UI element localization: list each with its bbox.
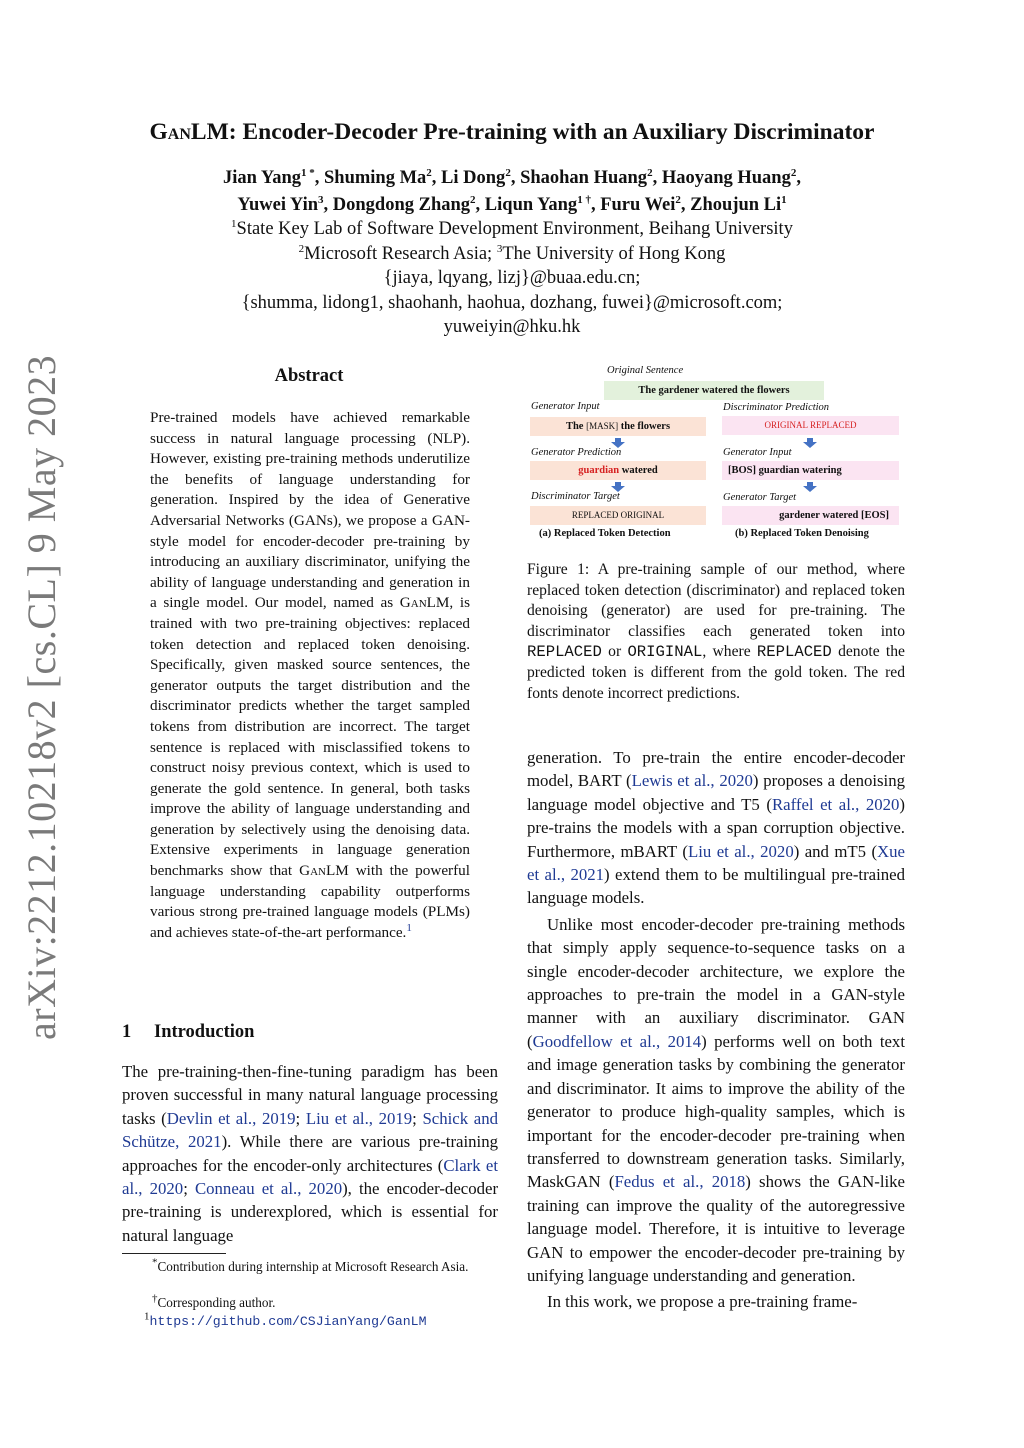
citation-link[interactable]: Conneau et al., bbox=[194, 1179, 302, 1199]
original-sentence-label: Original Sentence bbox=[607, 365, 684, 376]
citation-link[interactable]: Liu et al., bbox=[305, 1108, 373, 1128]
citation-year-link[interactable]: 2021 bbox=[188, 1132, 222, 1152]
author-line-1: Jian Yang$^{1 *}$, Shuming Ma$^2$, Li Dong$^2$, Shaohan Huang$^2$, Haoyang Huang$^2$, bbox=[223, 166, 801, 188]
footnote-3: $^1$https://github.com/CSJianYang/GanLM bbox=[144, 1310, 427, 1329]
original-sentence-box: The gardener watered the flowers bbox=[604, 381, 824, 400]
citation-year-link[interactable]: 2014 bbox=[667, 1031, 702, 1051]
generator-input-2-box: [BOS] guardian watering bbox=[722, 461, 899, 480]
discriminator-target-box: REPLACED ORIGINAL bbox=[530, 506, 706, 525]
citation-year-link[interactable]: 2019 bbox=[378, 1108, 413, 1128]
introduction-paragraph: The pre-training-then-fine-tuning paradigm has been proven successful in many natural language processing tasks (Devlin et al., 2019; Liu et al., 2019; Schick and Schütze, 2021). While there are various pre-training approaches for the encoder-only architectures (Clark et al., 2020; Conneau et al., 2020), the encoder-decoder pre-training is underexplored, which is essential for natural language bbox=[122, 1062, 499, 1245]
paragraph: In this work, we propose a pre-training frame- bbox=[547, 1292, 858, 1312]
right-column-text bbox=[527, 746, 905, 1314]
citation-year-link[interactable]: 2020 bbox=[865, 794, 900, 814]
github-link[interactable]: https://github.com/CSJianYang/GanLM bbox=[149, 1314, 427, 1329]
email-1: {jiaya, lqyang, lizj}@buaa.edu.cn; bbox=[383, 268, 641, 288]
paragraph: Unlike most encoder-decoder pre-training methods that simply apply sequence-to-sequence tasks on a single encoder-decoder architecture, we explore the approaches to pre-train the model in a GAN-style manner with an auxiliary discriminator. GAN (Goodfellow et al., 2014) performs well on both text and image generation tasks by combining the generator and discriminator. It aims to improve the ability of the generator to produce high-quality samples, which is important for the encoder-decoder pre-training when transferred to downstream generation tasks. Similarly, MaskGAN (Fedus et al., 2018) shows the GAN-like training can improve the quality of the autoregressive language model. Therefore, it is intuitive to leverage GAN to empower the encoder-decoder pre-training by unifying language understanding and generation. bbox=[527, 914, 905, 1285]
figure-1-caption: Figure 1: A pre-training sample of our method, where replaced token detection (discriminator) and replaced token denoising (generator) are used for pre-training. The discriminator classifies each generated token into REPLACED or ORIGINAL, where REPLACED denote the predicted token is different from the gold token. The red fonts denote incorrect predictions. bbox=[527, 561, 905, 702]
affiliation-2-3: $^2$Microsoft Research Asia; $^3$The University of Hong Kong bbox=[298, 242, 726, 264]
email-2: {shumma, lidong1, shaohanh, haohua, dozhang, fuwei}@microsoft.com; bbox=[241, 292, 783, 313]
subfigure-b-caption: (b) Replaced Token Denoising bbox=[735, 528, 869, 539]
discriminator-target-label: Discriminator Target bbox=[531, 491, 620, 502]
citation-link[interactable]: Xue et al., bbox=[527, 841, 905, 885]
citation-link[interactable]: Devlin et al., bbox=[166, 1108, 257, 1128]
citation-link[interactable]: Lewis et al., bbox=[631, 771, 715, 791]
footnote-2: †Corresponding author. bbox=[152, 1292, 276, 1310]
citation-year-link[interactable]: 2020 bbox=[149, 1179, 184, 1199]
generator-input-label: Generator Input bbox=[531, 401, 600, 412]
section-heading-introduction: 1 Introduction bbox=[122, 1022, 255, 1042]
author-list bbox=[0, 165, 1024, 219]
citation-year-link[interactable]: 2020 bbox=[760, 841, 794, 861]
citation-link[interactable]: Schick and Schütze, bbox=[122, 1108, 498, 1152]
subfigure-a-caption: (a) Replaced Token Detection bbox=[539, 528, 671, 539]
footnote-rule bbox=[122, 1253, 226, 1254]
author-line-2: Yuwei Yin$^3$, Dongdong Zhang$^2$, Liqun Yang$^{1 \dagger}$, Furu Wei$^2$, Zhoujun Li$^1$ bbox=[237, 193, 787, 215]
citation-link[interactable]: Clark et al., bbox=[122, 1155, 498, 1199]
citation-year-link[interactable]: 2018 bbox=[711, 1172, 746, 1192]
footnote-mark[interactable]: 1 bbox=[406, 921, 412, 934]
citation-link[interactable]: Goodfellow et al., bbox=[532, 1031, 661, 1051]
arxiv-identifier: arXiv:2212.10218v2 [cs.CL] 9 May 2023 bbox=[19, 354, 64, 1040]
discriminator-prediction-label: Discriminator Prediction bbox=[723, 402, 830, 413]
email-3: yuweiyin@hku.hk bbox=[443, 317, 581, 337]
affiliation-1: $^1$State Key Lab of Software Development Environment, Beihang University bbox=[231, 217, 793, 239]
discriminator-prediction-box: ORIGINAL REPLACED bbox=[722, 416, 899, 435]
citation-year-link[interactable]: 2019 bbox=[261, 1108, 296, 1128]
citation-year-link[interactable]: 2020 bbox=[719, 771, 753, 791]
affiliations bbox=[0, 217, 1024, 340]
generator-prediction-box: guardian watered bbox=[530, 461, 706, 480]
paper-title: GanLM: Encoder-Decoder Pre-training with an Auxiliary Discriminator bbox=[149, 119, 875, 145]
figure-1 bbox=[525, 360, 905, 550]
abstract-heading: Abstract bbox=[274, 366, 344, 386]
citation-link[interactable]: Fedus et al., bbox=[614, 1172, 704, 1192]
paragraph: generation. To pre-train the entire encoder-decoder model, BART (Lewis et al., 2020) proposes a denoising language model objective and T5 (Raffel et al., 2020) pre-trains the models with a span corruption objective. Furthermore, mBART (Liu et al., 2020) and mT5 (Xue et al., 2021) extend them to be multilingual pre-trained language models. bbox=[527, 748, 905, 908]
citation-year-link[interactable]: 2021 bbox=[570, 865, 605, 885]
generator-target-box: gardener watered [EOS] bbox=[722, 506, 899, 525]
down-arrow-icon bbox=[803, 482, 817, 492]
down-arrow-icon bbox=[803, 438, 817, 448]
generator-target-label: Generator Target bbox=[723, 492, 797, 503]
citation-year-link[interactable]: 2020 bbox=[308, 1179, 343, 1199]
citation-link[interactable]: Liu et al., bbox=[687, 841, 755, 861]
footnote-1: *Contribution during internship at Microsoft Research Asia. bbox=[152, 1256, 469, 1274]
generator-input-2-label: Generator Input bbox=[723, 447, 792, 458]
abstract-text: Pre-trained models have achieved remarkable success in natural language processing (NLP). However, existing pre-training methods underutilize the benefits of language understanding for generation. Inspired by the idea of Generative Adversarial Networks (GANs), we propose a GAN-style model for encoder-decoder pre-training by introducing an auxiliary discriminator, unifying the ability of language understanding and generation in a single model. Our model, named as GanLM, is trained with two pre-training objectives: replaced token detection and replaced token denoising. Specifically, given masked source sentences, the generator outputs the target distribution and the discriminator predicts whether the target sampled tokens from distribution are incorrect. The target sentence is replaced with misclassified tokens to construct noisy previous context, which is used to generate the gold sentence. In general, both tasks improve the ability of language understanding and generation by selectively using the denoising data. Extensive experiments in language generation benchmarks show that GanLM with the powerful language understanding capability outperforms various strong pre-trained language models (PLMs) and achieves state-of-the-art performance.$^1$ bbox=[150, 409, 470, 941]
citation-link[interactable]: Raffel et al., bbox=[771, 794, 860, 814]
generator-input-box: The [MASK] the flowers bbox=[530, 417, 706, 436]
generator-prediction-label: Generator Prediction bbox=[531, 447, 622, 458]
